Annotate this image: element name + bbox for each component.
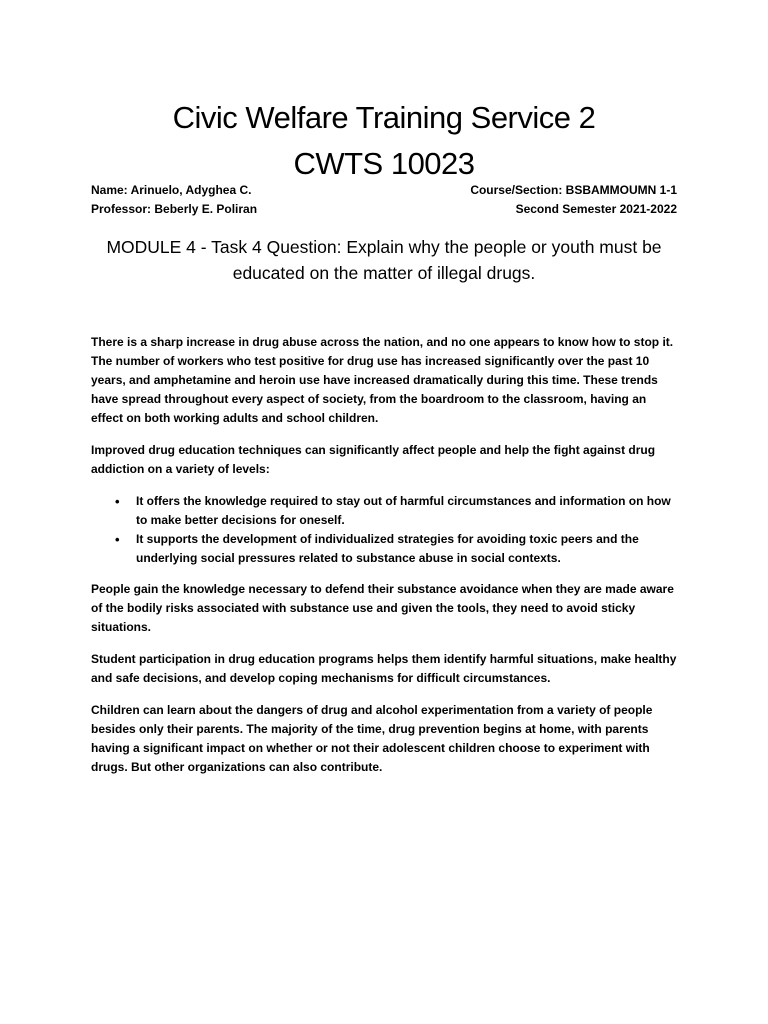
document-body: [91, 333, 681, 790]
course-section: Course/Section: BSBAMMOUMN 1-1: [470, 183, 677, 197]
professor-name: Professor: Beberly E. Poliran: [91, 202, 258, 216]
student-name: Name: Arinuelo, Adyghea C.: [91, 183, 252, 197]
bullet-item: [91, 492, 681, 530]
bullet-icon: •: [115, 532, 120, 547]
paragraph: Children can learn about the dangers of drug and alcohol experimentation from a variety of people besides only their parents. The majority of the time, drug prevention begins at home, with parents having a significant impact on whether or not their adolescent children choose to experiment with drugs. But other organizations can also contribute.: [91, 703, 653, 774]
document-title: Civic Welfare Training Service 2: [172, 100, 596, 135]
paragraph: Improved drug education techniques can significantly affect people and help the fight against drug addiction on a variety of levels:: [91, 443, 656, 476]
bullet-icon: •: [115, 494, 120, 509]
paragraph: Student participation in drug education programs helps them identify harmful situations, make healthy and safe decisions, and develop coping mechanisms for difficult circumstances.: [91, 652, 677, 685]
bullet-text: It offers the knowledge required to stay out of harmful circumstances and information on how to make better decisions for oneself.: [136, 494, 671, 527]
paragraph: People gain the knowledge necessary to defend their substance avoidance when they are made aware of the bodily risks associated with substance use and given the tools, they need to avoid sticky situations.: [91, 582, 674, 634]
semester: Second Semester 2021-2022: [515, 202, 677, 216]
meta-row-professor: [91, 201, 677, 217]
bullet-list: [91, 492, 681, 568]
course-code-title: CWTS 10023: [293, 146, 475, 181]
module-heading: MODULE 4 - Task 4 Question: Explain why the people or youth must be educated on the matter of illegal drugs.: [106, 237, 662, 283]
meta-row-student: [91, 182, 677, 198]
bullet-item: [91, 530, 681, 568]
bullet-text: It supports the development of individualized strategies for avoiding toxic peers and the underlying social pressures related to substance abuse in social contexts.: [136, 532, 639, 565]
paragraph: There is a sharp increase in drug abuse across the nation, and no one appears to know how to stop it. The number of workers who test positive for drug use has increased significantly over the past 10 years, and amphetamine and heroin use have increased dramatically during this time. These trends have spread throughout every aspect of society, from the boardroom to the classroom, having an effect on both working adults and school children.: [91, 335, 674, 425]
